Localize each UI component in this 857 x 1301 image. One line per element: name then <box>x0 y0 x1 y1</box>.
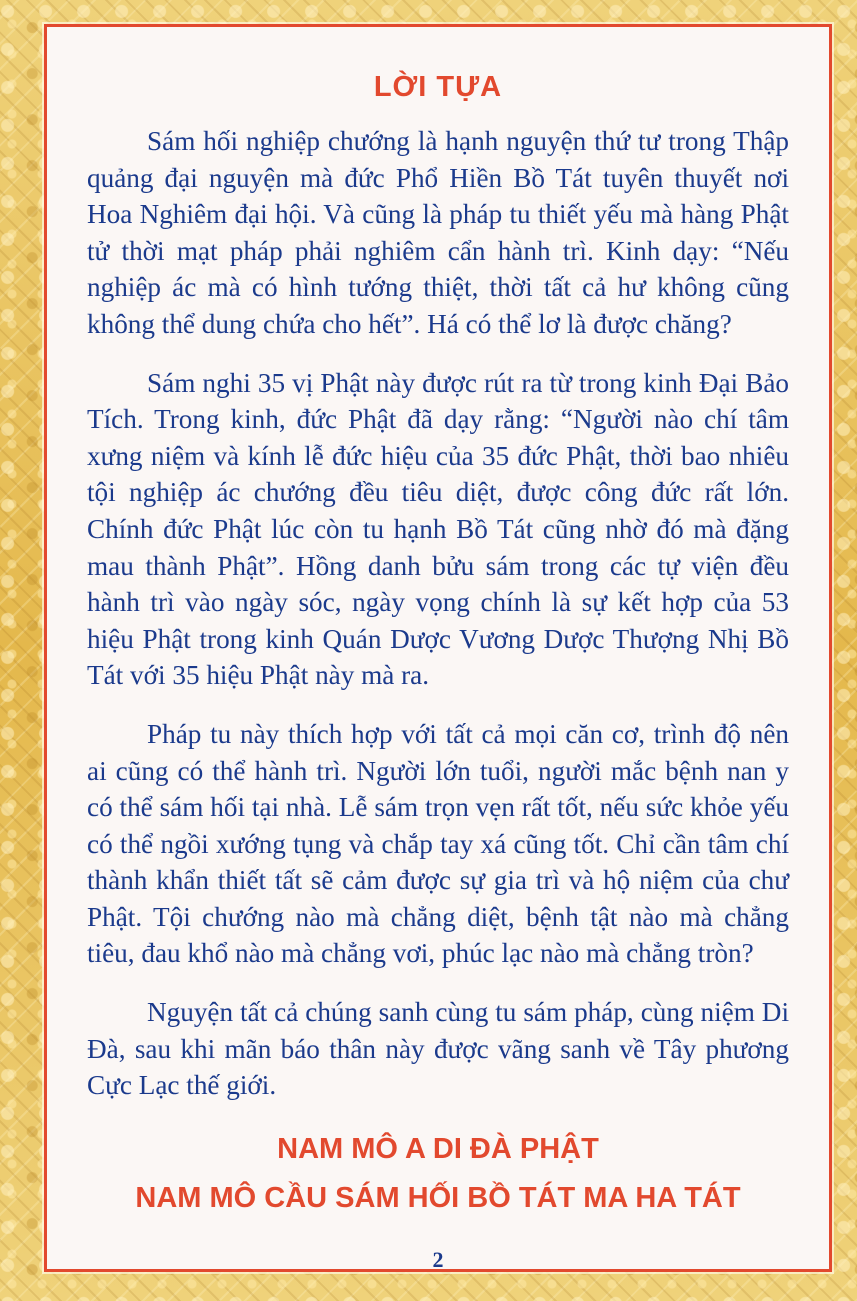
closing-invocation-1: NAM MÔ A DI ĐÀ PHẬT <box>277 1133 599 1165</box>
paragraph-2: Sám nghi 35 vị Phật này được rút ra từ trong kinh Đại Bảo Tích. Trong kinh, đức Phật đã dạy rằng: “Người nào chí tâm xưng niệm và kính lễ đức hiệu của 35 đức Phật, thời bao nhiêu tội nghiệp ác chướng đều tiêu diệt, được công đức rất lớn. Chính đức Phật lúc còn tu hạnh Bồ Tát cũng nhờ đó mà đặng mau thành Phật”. Hồng danh bửu sám trong các tự viện đều hành trì vào ngày sóc, ngày vọng chính là sự kết hợp của 53 hiệu Phật trong kinh Quán Dược Vương Dược Thượng Nhị Bồ Tát với 35 hiệu Phật này mà ra. <box>87 367 789 691</box>
paragraph-4: Nguyện tất cả chúng sanh cùng tu sám pháp, cùng niệm Di Đà, sau khi mãn báo thân này được vãng sanh về Tây phương Cực Lạc thế giới. <box>87 997 789 1101</box>
page-number: 2 <box>432 1247 444 1272</box>
book-page <box>44 24 832 1272</box>
closing-invocation-2: NAM MÔ CẦU SÁM HỐI BỒ TÁT MA HA TÁT <box>135 1182 741 1214</box>
paragraph-3: Pháp tu này thích hợp với tất cả mọi căn cơ, trình độ nên ai cũng có thể hành trì. Người lớn tuổi, người mắc bệnh nan y có thể sám hối tại nhà. Lễ sám trọn vẹn rất tốt, nếu sức khỏe yếu có thể ngồi xướng tụng và chắp tay xá cũng tốt. Chỉ cần tâm chí thành khẩn thiết tất sẽ cảm được sự gia trì và hộ niệm của chư Phật. Tội chướng nào mà chẳng diệt, bệnh tật nào mà chẳng tiêu, đau khổ nào mà chẳng vơi, phúc lạc nào mà chẳng tròn? <box>87 718 789 969</box>
preface-body <box>87 123 789 1126</box>
page-title: LỜI TỰA <box>373 71 503 103</box>
paragraph-1: Sám hối nghiệp chướng là hạnh nguyện thứ tư trong Thập quảng đại nguyện mà đức Phổ Hiền Bồ Tát tuyên thuyết nơi Hoa Nghiêm đại hội. Và cũng là pháp tu thiết yếu mà hàng Phật tử thời mạt pháp phải nghiêm cẩn hành trì. Kinh dạy: “Nếu nghiệp ác mà có hình tướng thiệt, thời tất cả hư không cũng không thể dung chứa cho hết”. Há có thể lơ là được chăng? <box>87 126 789 339</box>
